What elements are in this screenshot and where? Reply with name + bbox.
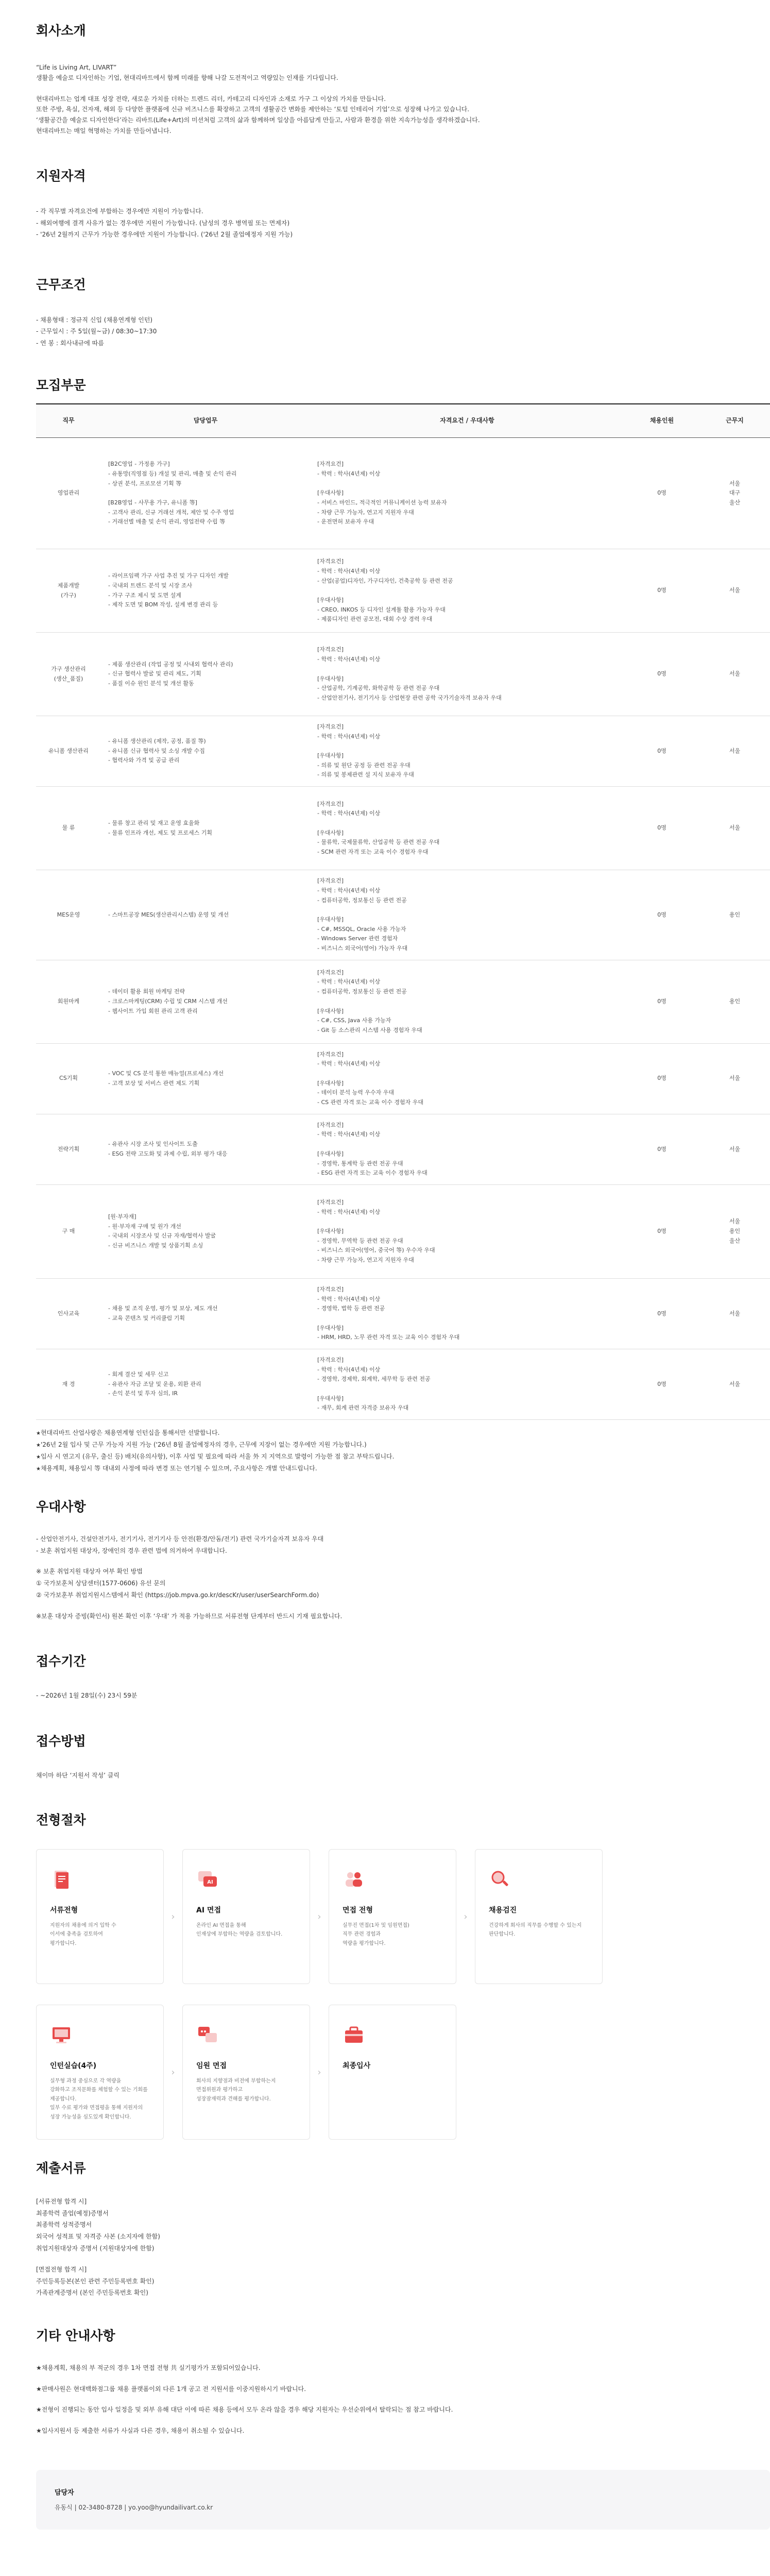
conditions-section — [36, 277, 734, 349]
chevron-right-icon: › — [171, 2066, 175, 2078]
process-step — [475, 1849, 603, 1984]
row-place: 서울 대구 울산 — [699, 438, 770, 549]
recruit-table-header — [36, 404, 770, 438]
row-duty: - 데이터 활용 회원 마케팅 전략 - 크로스마케팅(CRM) 수립 및 CRM 시스템 개선 - 웹사이트 가입 회원 관리 고객 관리 — [101, 960, 310, 1043]
row-count: 0명 — [624, 1043, 699, 1114]
row-job: 영업관리 — [36, 438, 101, 549]
row-count: 0명 — [624, 549, 699, 633]
condition-item: - 채용형태 : 정규직 신입 (채용연계형 인턴) — [36, 314, 734, 326]
preference-section — [36, 1499, 734, 1622]
row-qualification: [자격요건] - 학력 : 학사(4년제) 이상 - 컴퓨터공학, 정보통신 등 관련 전공 [우대사항] - C#, MSSQL, Oracle 사용 가능자 - Windows Server 관련 경험자 - 비즈니스 외국어(영어) 가능자 우대 — [310, 870, 624, 960]
header-place: 근무지 — [699, 404, 770, 438]
recruit-notes — [36, 1427, 734, 1474]
document-icon — [50, 1868, 73, 1891]
row-place: 서울 — [699, 1043, 770, 1114]
qualification-item: - '26년 2월까지 근무가 가능한 경우에만 지원이 가능합니다. ('26년 2월 졸업예정자 지원 가능) — [36, 229, 734, 241]
method-title: 접수방법 — [36, 1733, 86, 1749]
period-text: - ~2026년 1월 28일(수) 23시 59분 — [36, 1692, 138, 1700]
header-qualification: 자격요건 / 우대사항 — [310, 404, 624, 438]
row-duty: - 회계 결산 및 세무 신고 - 유관사 자금 조달 및 운용, 외환 관리 - 손익 분석 및 투자 심의, IR — [101, 1349, 310, 1420]
about-paragraph: 생활을 예술로 디자인하는 기업, 현대리바트에서 함께 미래를 향해 나갈 도전적이고 역량있는 인재를 기다립니다. — [36, 74, 338, 82]
row-job: 회원마케 — [36, 960, 101, 1043]
table-row — [36, 633, 770, 716]
conversation-icon — [196, 2024, 219, 2046]
row-qualification: [자격요건] - 학력 : 학사(4년제) 이상 - 컴퓨터공학, 정보통신 등 관련 전공 [우대사항] - C#, CSS, Java 사용 가능자 - Git 등 소스관리 시스템 사용 경험자 우대 — [310, 960, 624, 1043]
document-item: 외국어 성적표 및 자격증 사본 (소지자에 한함) — [36, 2233, 160, 2241]
conditions-title: 근무조건 — [36, 277, 86, 293]
qualification-list — [36, 206, 734, 241]
about-section — [36, 0, 734, 136]
about-paragraph: ‘생활공간을 예술로 디자인한다’라는 리바트(Life+Art)의 미션처럼 고객의 삶과 함께하며 일상을 아름답게 만들고, 사람과 환경을 위한 지속가능성을 생각하겠습니다. — [36, 116, 480, 124]
row-duty: [원·부자재] - 원·부자재 구매 및 원가 개선 - 국내외 시장조사 및 신규 자재/협력사 발굴 - 신규 비즈니스 개발 및 상품기획 소싱 — [101, 1184, 310, 1278]
document-item: 주민등록등본(본인 관련 주민등록번호 확인) — [36, 2277, 155, 2285]
table-row — [36, 787, 770, 870]
step-description: 실무형 과정 중심으로 각 역량을 강화하고 조직문화를 체험할 수 있는 기회를 제공합니다. 일부 수료 평가와 면접평을 통해 지원자의 성장 가능성을 심도있게 확인합니다. — [50, 2078, 148, 2120]
recruit-note: ★ '26년 2월 입사 및 근무 가능자 지원 가능 ('26년 8월 졸업예정자의 경우, 근무에 지장이 없는 경우에만 지원 가능합니다.) — [36, 1439, 734, 1451]
table-row — [36, 1043, 770, 1114]
row-place: 서울 — [699, 1349, 770, 1420]
qualification-item: - 해외여행에 결격 사유가 없는 경우에만 지원이 가능합니다. (남성의 경우 병역필 또는 면제자) — [36, 217, 734, 229]
about-title: 회사소개 — [36, 23, 86, 38]
row-count: 0명 — [624, 1278, 699, 1349]
step-name: 채용검진 — [489, 1906, 517, 1915]
step-description: 온라인 AI 면접을 통해 인재상에 부합하는 역량을 검토합니다. — [196, 1922, 283, 1938]
step-description: 지원자의 채용에 의거 입학 수 이서에 충족을 검토하여 평가합니다. — [50, 1922, 116, 1946]
document-item: 가족관계증명서 (본인 주민등록번호 확인) — [36, 2289, 148, 2297]
process-step — [329, 1849, 456, 1984]
header-count: 채용인원 — [624, 404, 699, 438]
process-step — [182, 1849, 310, 1984]
step-name: AI 면접 — [196, 1906, 221, 1915]
document-item: [서류전형 합격 시] — [36, 2197, 87, 2205]
qualification-section — [36, 168, 734, 241]
row-qualification: [자격요건] - 학력 : 학사(4년제) 이상 - 경영학, 경제학, 회계학, 세무학 등 관련 전공 [우대사항] - 재무, 회계 관련 자격증 보유자 우대 — [310, 1349, 624, 1420]
preference-item — [36, 1556, 734, 1566]
row-count: 0명 — [624, 438, 699, 549]
documents-title: 제출서류 — [36, 2161, 86, 2176]
period-title: 접수기간 — [36, 1653, 86, 1669]
row-job: 구 매 — [36, 1184, 101, 1278]
header-job: 직무 — [36, 404, 101, 438]
about-paragraph: “Life is Living Art, LIVART” — [36, 63, 117, 71]
row-qualification: [자격요건] - 학력 : 학사(4년제) 이상 [우대사항] - 산업공학, 기계공학, 화학공학 등 관련 전공 우대 - 산업안전기사, 전기기사 등 산업현장 관련 공학 국가기술자격 보유자 우대 — [310, 633, 624, 716]
chevron-right-icon: › — [171, 1911, 175, 1922]
step-description: 실무진 면접(1차 및 임원면접) 직무 관련 경험과 역량을 평가합니다. — [343, 1922, 409, 1946]
recruit-note: ★ 현대리바트 산업사랑은 채용연계형 인턴십을 통해서만 선발합니다. — [36, 1427, 734, 1439]
row-duty: - 제품 생산관리 (작업 공정 및 사내외 협력사 관리) - 신규 협력사 발굴 및 관리 제도, 기획 - 품질 이슈 원인 분석 및 개선 활동 — [101, 633, 310, 716]
etc-item: ★채용계획, 채용의 부 적군의 경우 1차 면접 전형 共 실기평가가 포함되어있습니다. — [36, 2364, 261, 2371]
row-count: 0명 — [624, 1184, 699, 1278]
row-qualification: [자격요건] - 학력 : 학사(4년제) 이상 [우대사항] - 데이터 분석 능력 우수자 우대 - CS 관련 자격 또는 교육 이수 경험자 우대 — [310, 1043, 624, 1114]
row-duty: - 채용 및 조직 운영, 평가 및 보상, 제도 개선 - 교육 콘텐츠 및 커리큘럼 기획 — [101, 1278, 310, 1349]
row-count: 0명 — [624, 716, 699, 787]
condition-item: - 연 봉 : 회사내규에 따름 — [36, 337, 734, 349]
recruit-note: ★ 입사 시 연고지 (유무, 출신 등) 배치(유의사항), 이후 사업 및 필요에 따라 서울 外 지 지역으로 발령이 가능한 점 참고 부탁드립니다. — [36, 1451, 734, 1463]
document-item: [면접전형 합격 시] — [36, 2265, 87, 2273]
about-paragraph: 현대리바트는 업계 대표 성장 전략, 새로운 가치를 더하는 트렌드 리더, 카테고리 디자인과 소재로 가구 그 이상의 가치를 만듭니다. — [36, 95, 386, 103]
preference-item: ※ 보훈 취업지원 대상자 여부 확인 방법 — [36, 1568, 143, 1575]
row-qualification: [자격요건] - 학력 : 학사(4년제) 이상 - 경영학, 법학 등 관련 전공 [우대사항] - HRM, HRD, 노무 관련 자격 또는 교육 이수 경험자 우대 — [310, 1278, 624, 1349]
preference-item: ① 국가보훈처 상담센터(1577-0606) 유선 문의 — [36, 1580, 166, 1587]
process-row — [36, 2005, 734, 2140]
document-item: 최종학력 성적증명서 — [36, 2221, 92, 2229]
row-place: 서울 — [699, 1114, 770, 1184]
step-name: 인턴실습(4주) — [50, 2062, 97, 2071]
preference-item: ② 국가보훈부 취업지원시스템에서 확인 (https://job.mpva.go.kr/descKr/user/userSearchForm.do) — [36, 1591, 319, 1599]
step-description: 건강하게 회사의 직무를 수행할 수 있는지 판단합니다. — [489, 1922, 582, 1938]
step-name: 최종입사 — [343, 2062, 371, 2071]
recruit-title: 모집부문 — [36, 378, 86, 393]
row-job: MES운영 — [36, 870, 101, 960]
row-place: 용인 — [699, 870, 770, 960]
process-row — [36, 1849, 734, 1984]
row-count: 0명 — [624, 960, 699, 1043]
qualification-title: 지원자격 — [36, 168, 86, 184]
about-paragraph — [36, 83, 734, 94]
etc-item — [36, 2416, 734, 2425]
about-paragraph: 또한 주방, 욕실, 건자재, 해외 등 다양한 플랫폼에 신규 비즈니스를 확장하고 고객의 생활공간 변화를 제안하는 ‘토털 인테리어 기업’으로 성장해 나가고 있습니다. — [36, 106, 470, 113]
etc-item: ★판매사원은 현대백화점그룹 채용 플랫폼이외 다른 1개 공고 전 지원서를 이중지원하시기 바랍니다. — [36, 2385, 306, 2393]
step-description: 회사의 지향점과 비전에 부합하는지 면접위원과 평가하고 성장잠재력과 견해를 평가합니다. — [196, 2078, 276, 2102]
process-step — [36, 2005, 164, 2140]
contact-section — [36, 2470, 734, 2550]
row-job: 인사교육 — [36, 1278, 101, 1349]
document-item — [36, 2255, 734, 2264]
chevron-right-icon: › — [317, 1911, 321, 1922]
period-section — [36, 1653, 734, 1701]
svg-text:AI: AI — [207, 1879, 213, 1886]
row-job: CS기획 — [36, 1043, 101, 1114]
process-step — [36, 1849, 164, 1984]
process-step — [182, 2005, 310, 2140]
etc-list — [36, 2362, 734, 2437]
qualification-item: - 각 직무별 자격요건에 부합하는 경우에만 지원이 가능합니다. — [36, 206, 734, 217]
row-duty: - 유관사 시장 조사 및 인사이트 도출 - ESG 전략 고도화 및 과제 수립, 외부 평가 대응 — [101, 1114, 310, 1184]
method-text: 채이마 하단 ‘지원서 작성’ 클릭 — [36, 1772, 119, 1780]
row-qualification: [자격요건] - 학력 : 학사(4년제) 이상 [우대사항] - 경영학, 통계학 등 관련 전공 우대 - ESG 관련 자격 또는 교육 이수 경험자 우대 — [310, 1114, 624, 1184]
contact-title: 담당자 — [55, 2488, 74, 2497]
table-row — [36, 716, 770, 787]
table-row — [36, 1278, 770, 1349]
row-duty: - 스마트공장 MES(생산관리시스템) 운영 및 개선 — [101, 870, 310, 960]
recruit-section — [36, 377, 744, 1474]
ai-chat-icon — [196, 1868, 219, 1891]
documents-list — [36, 2196, 734, 2299]
row-job: 제품개발 (가구) — [36, 549, 101, 633]
table-row — [36, 438, 770, 549]
interview-icon — [343, 1868, 365, 1891]
table-row — [36, 960, 770, 1043]
magnifier-icon — [489, 1868, 511, 1891]
preference-title: 우대사항 — [36, 1499, 86, 1515]
etc-section — [36, 2328, 734, 2437]
table-row — [36, 870, 770, 960]
row-count: 0명 — [624, 870, 699, 960]
recruit-note: ★ 채용계획, 채용일시 等 대내외 사정에 따라 변경 또는 연기될 수 있으며, 주요사항은 개별 안내드립니다. — [36, 1463, 734, 1475]
step-name: 임원 면접 — [196, 2062, 227, 2071]
step-name: 서류전형 — [50, 1906, 78, 1915]
row-qualification: [자격요건] - 학력 : 학사(4년제) 이상 [우대사항] - 의류 및 원단 공정 등 관련 전공 우대 - 의류 및 봉제관련 설 지식 보유자 우대 — [310, 716, 624, 787]
header-duty: 담당업무 — [101, 404, 310, 438]
table-row — [36, 1114, 770, 1184]
row-job: 전략기획 — [36, 1114, 101, 1184]
recruit-table — [36, 403, 770, 1420]
row-qualification: [자격요건] - 학력 : 학사(4년제) 이상 [우대사항] - 물류학, 국제물류학, 산업공학 등 관련 전공 우대 - SCM 관련 자격 또는 교육 이수 경험자 우대 — [310, 787, 624, 870]
row-qualification: [자격요건] - 학력 : 학사(4년제) 이상 - 산업(공업)디자인, 가구디자인, 건축공학 등 관련 전공 [우대사항] - CREO, INKOS 등 디자인 설계툴 활용 가능자 우대 - 제품디자인 관련 공모전, 대회 수상 경력 우대 — [310, 549, 624, 633]
process-steps — [36, 1849, 734, 2140]
briefcase-icon — [343, 2024, 365, 2046]
method-section — [36, 1733, 734, 1781]
documents-section — [36, 2160, 734, 2299]
process-step — [329, 2005, 456, 2140]
row-duty: - 물류 창고 관리 및 재고 운영 효율화 - 물류 인프라 개선, 제도 및 프로세스 기획 — [101, 787, 310, 870]
row-job: 물 류 — [36, 787, 101, 870]
condition-item: - 근무일시 : 주 5일(월~금) / 08:30~17:30 — [36, 326, 734, 337]
contact-value: 유동식 | 02-3480-8728 | yo.yoo@hyundailivart.co.kr — [55, 2503, 213, 2511]
preference-item: ※보훈 대상자 증빙(확인서) 원본 확인 이후 ‘우대’ 가 적용 가능하므로 서류전형 단계부터 반드시 기재 필요합니다. — [36, 1612, 343, 1620]
preference-list — [36, 1533, 734, 1622]
row-qualification: [자격요건] - 학력 : 학사(4년제) 이상 [우대사항] - 경영학, 무역학 등 관련 전공 우대 - 비즈니스 외국어(영어, 중국어 等) 우수자 우대 - 차량 근무 가능자, 연고지 지원자 우대 — [310, 1184, 624, 1278]
row-qualification: [자격요건] - 학력 : 학사(4년제) 이상 [우대사항] - 서비스 마인드, 적극적인 커뮤니케이션 능력 보유자 - 차량 근무 가능자, 연고지 지원자 우대 - 운전면허 보유자 우대 — [310, 438, 624, 549]
row-count: 0명 — [624, 1349, 699, 1420]
document-item: 취업지원대상자 증명서 (지원대상자에 한함) — [36, 2245, 155, 2252]
computer-icon — [50, 2024, 73, 2046]
row-place: 서울 — [699, 549, 770, 633]
row-job: 가구 생산관리 (생산_품질) — [36, 633, 101, 716]
row-count: 0명 — [624, 633, 699, 716]
preference-item — [36, 1601, 734, 1611]
etc-title: 기타 안내사항 — [36, 2328, 115, 2344]
preference-item: - 보훈 취업지원 대상자, 장애인의 경우 관련 법에 의거하여 우대합니다. — [36, 1547, 227, 1554]
row-duty: - VOC 및 CS 분석 통한 매뉴얼(프로세스) 개선 - 고객 보상 및 서비스 관련 제도 기획 — [101, 1043, 310, 1114]
chevron-right-icon: › — [464, 1911, 468, 1922]
row-place: 서울 — [699, 633, 770, 716]
etc-item — [36, 2395, 734, 2404]
process-section — [36, 1812, 734, 2140]
row-job: 재 경 — [36, 1349, 101, 1420]
etc-item — [36, 2374, 734, 2383]
table-row — [36, 1349, 770, 1420]
table-row — [36, 549, 770, 633]
about-paragraph: 현대리바트는 매일 혁명하는 가치를 만들어냅니다. — [36, 127, 172, 134]
process-title: 전형절차 — [36, 1812, 86, 1827]
chevron-right-icon: › — [317, 2066, 321, 2078]
row-place: 서울 용인 울산 — [699, 1184, 770, 1278]
row-place: 서울 — [699, 1278, 770, 1349]
etc-item: ★전형이 진행되는 동안 입사 일정을 및 외부 유해 대단 이에 따른 채용 등에서 모두 온라 않을 경우 해당 지원자는 우선순위에서 탈락되는 점 참고 바랍니다. — [36, 2406, 453, 2414]
row-count: 0명 — [624, 1114, 699, 1184]
etc-item: ★입사지원서 등 제출한 서류가 사실과 다른 경우, 채용이 취소될 수 있습니다. — [36, 2427, 245, 2435]
document-item: 최종학력 졸업(예정)증명서 — [36, 2209, 109, 2217]
row-place: 서울 — [699, 787, 770, 870]
row-place: 용인 — [699, 960, 770, 1043]
contact-box — [36, 2470, 770, 2530]
row-duty: [B2C영업 - 가정용 가구] - 유통망(직영점 등) 개설 및 관리, 매출 및 손익 관리 - 상권 분석, 프로모션 기획 等 [B2B영업 - 사무용 가구, 유니폼 等] - 고객사 관리, 신규 거래선 개척, 제안 및 수주 영업 - 거래선별 매출 및 손익 관리, 영업전략 수립 等 — [101, 438, 310, 549]
preference-item: - 산업안전기사, 건설안전기사, 전기기사, 전기기사 등 안전(환경/안돔/전기) 관련 국가기술자격 보유자 우대 — [36, 1535, 324, 1543]
row-duty: - 유니폼 생산관리 (제작, 공정, 품질 等) - 유니폼 신규 협력사 및 소싱 개발 수집 - 협력사와 가격 및 공급 관리 — [101, 716, 310, 787]
step-name: 면접 전형 — [343, 1906, 373, 1915]
about-text — [36, 62, 734, 137]
conditions-list — [36, 314, 734, 349]
row-duty: - 라이프임팩 가구 사업 추진 및 가구 디자인 개발 - 국내외 트렌드 분석 및 시장 조사 - 가구 구조 제시 및 도면 설계 - 제작 도면 및 BOM 작성, 설계 변경 관리 등 — [101, 549, 310, 633]
row-job: 유니폼 생산관리 — [36, 716, 101, 787]
row-count: 0명 — [624, 787, 699, 870]
table-row — [36, 1184, 770, 1278]
row-place: 서울 — [699, 716, 770, 787]
